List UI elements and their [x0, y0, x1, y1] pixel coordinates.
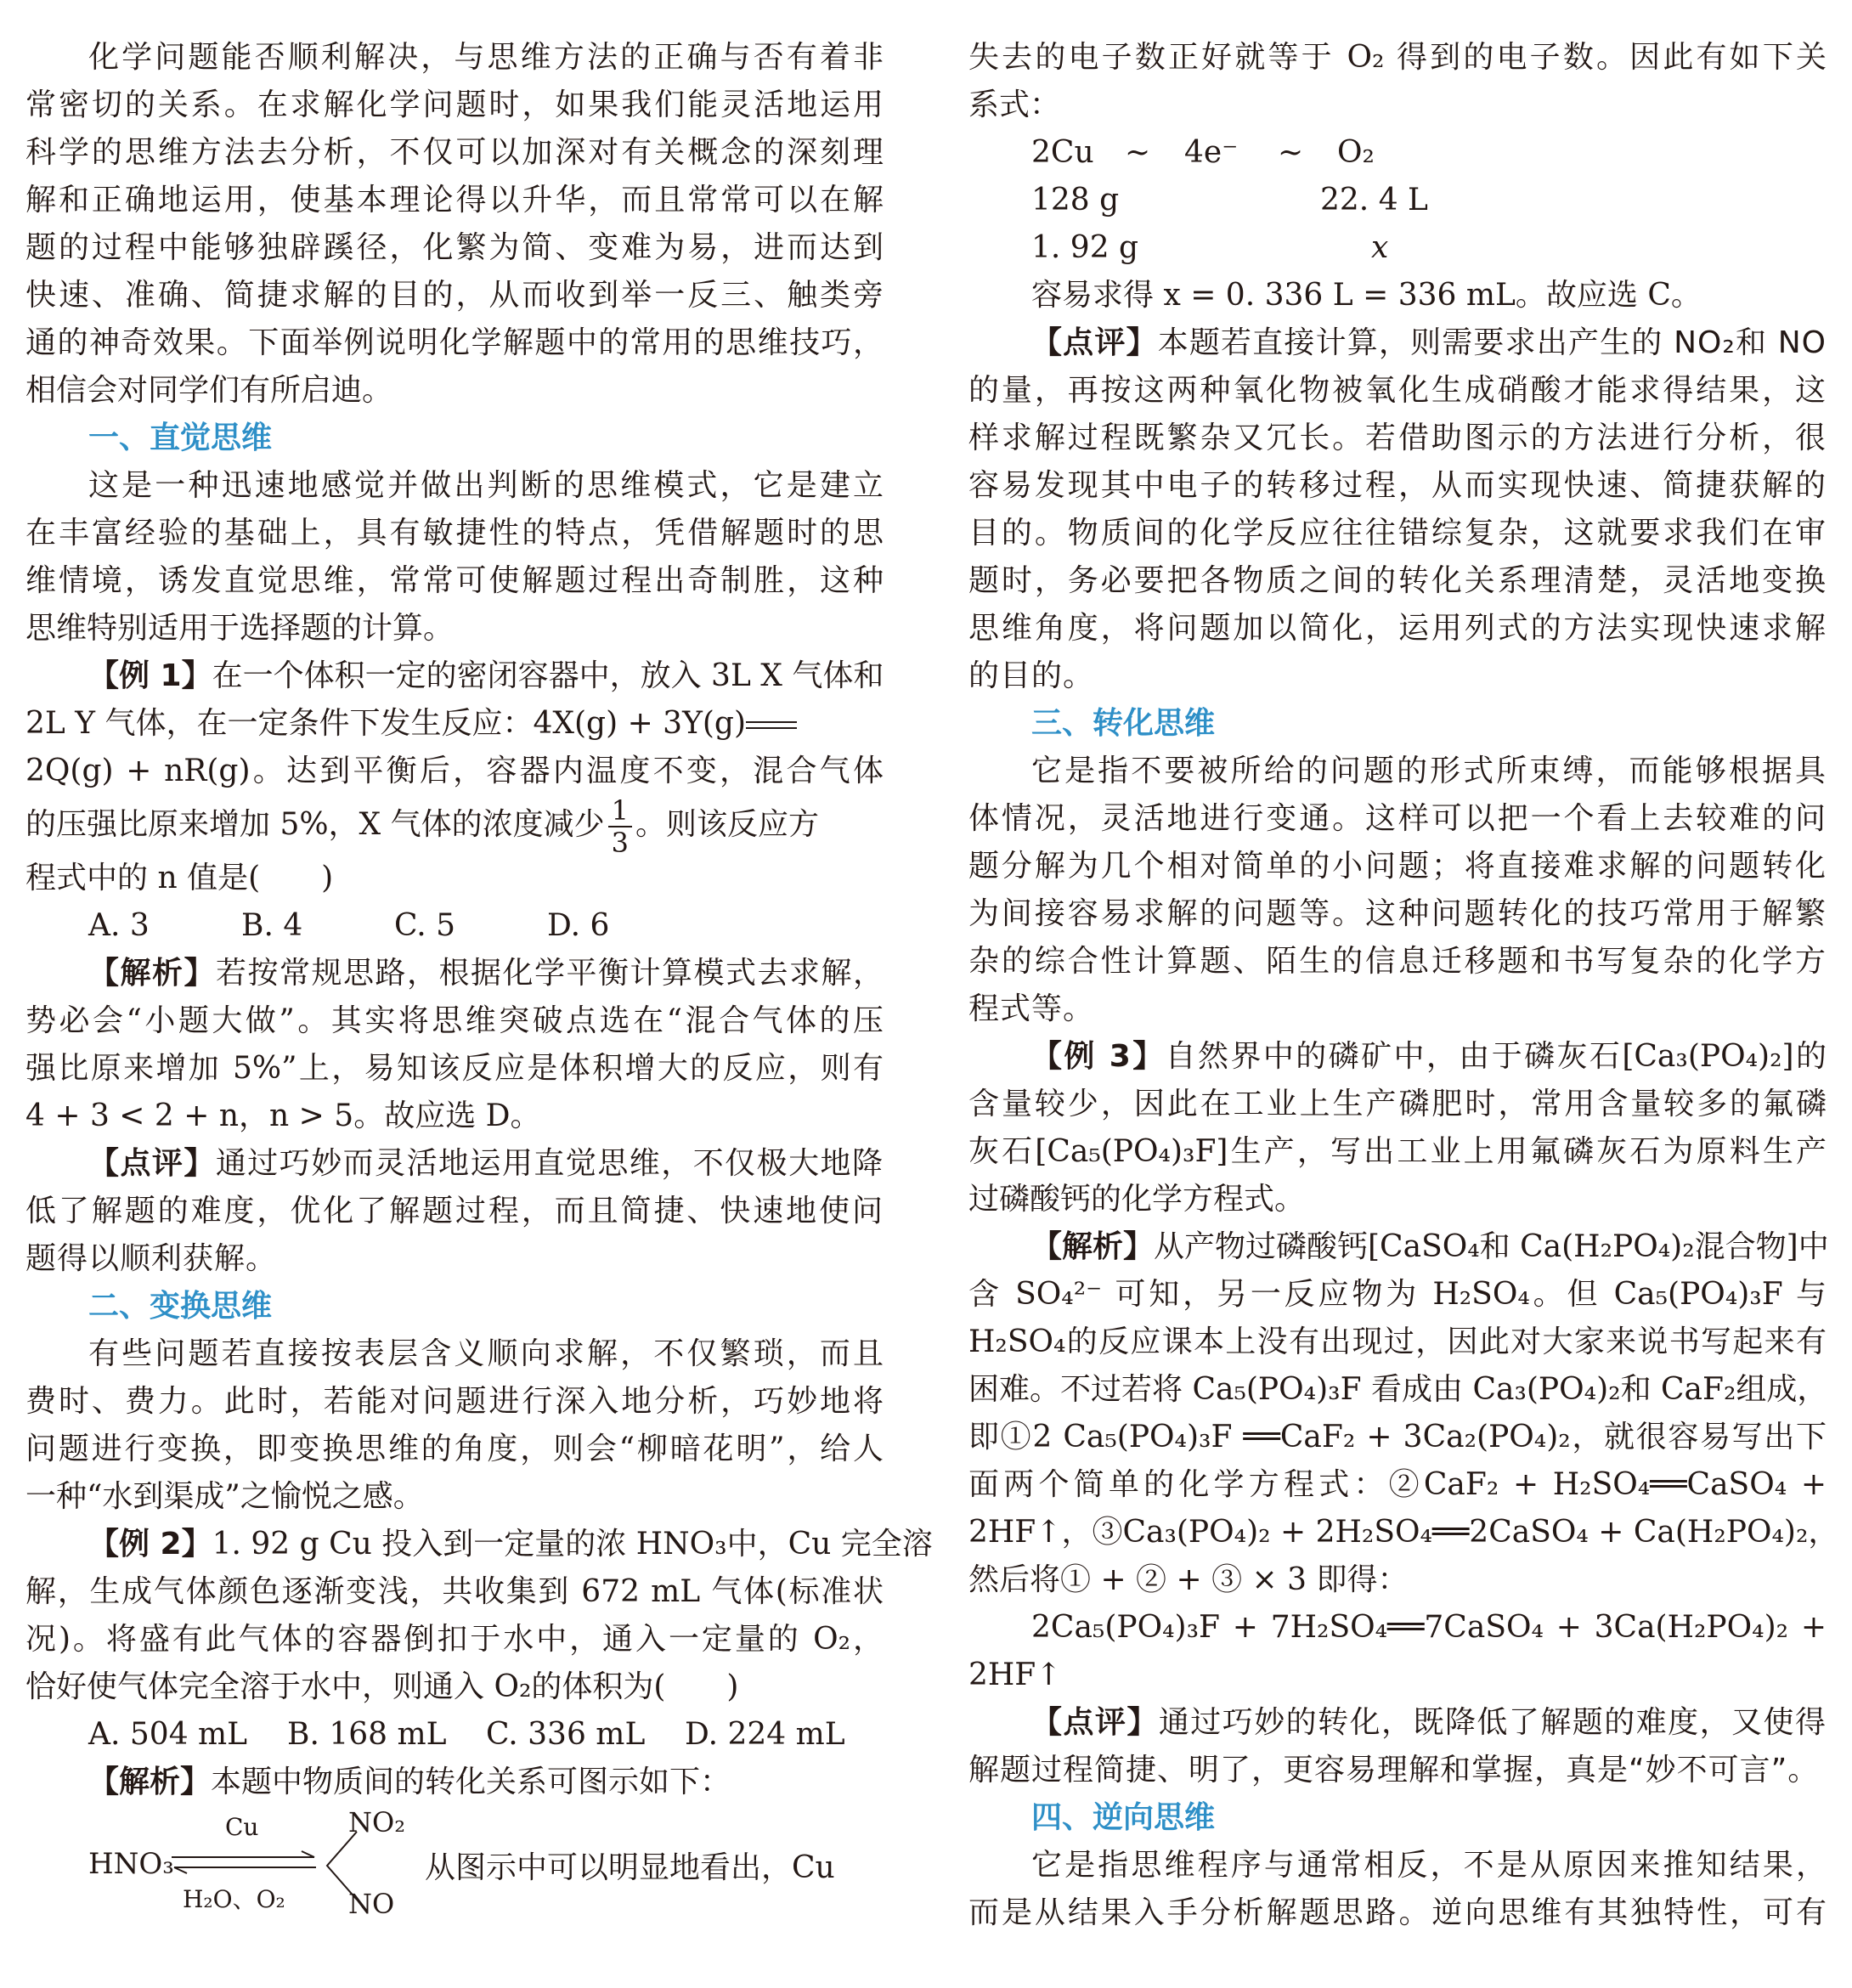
example1-options: [25, 902, 884, 950]
solution3-label: 【解析】: [1031, 1229, 1155, 1264]
comment1-label: 【点评】: [88, 1146, 216, 1181]
example1-line: 2L Y 气体，在一定条件下发生反应：4X(g) + 3Y(g): [25, 700, 884, 748]
option-a: A. 3: [88, 908, 150, 943]
section3-line: 杂的综合性计算题、陌生的信息迁移题和书写复杂的化学方: [968, 944, 1827, 979]
example1-line: 程式中的 n 值是( ): [25, 861, 334, 895]
comment1-line: 低了解题的难度，优化了解题过程，而且简捷、快速地使问: [25, 1194, 884, 1228]
comment2-line: 题时，务必要把各物质之间的转化关系理清楚，灵活地变换: [968, 563, 1827, 598]
solution3-line: 困难。不过若将 Ca₅(PO₄)₃F 看成由 Ca₃(PO₄)₂和 CaF₂组成，: [968, 1372, 1828, 1407]
diagram-top-label: Cu: [225, 1813, 259, 1841]
section4-line: 它是指思维程序与通常相反，不是从原因来推知结果，: [1031, 1848, 1827, 1883]
intro-line: 科学的思维方法去分析，不仅可以加深对有关概念的深刻理: [25, 135, 884, 170]
comment2-line: 容易发现其中电子的转移过程，从而实现快速、简捷获解的: [968, 468, 1827, 503]
section3-line: 题分解为几个相对简单的小问题；将直接难求解的问题转化: [968, 849, 1827, 884]
paragraph-line: 系式：: [968, 88, 1061, 122]
section1-line: 在丰富经验的基础上，具有敏捷性的特点，凭借解题时的思: [25, 516, 884, 551]
solution3-line: H₂SO₄的反应课本上没有出现过，因此对大家来说书写起来有: [968, 1324, 1827, 1359]
comment1-line: 【点评】通过巧妙而灵活地运用直觉思维，不仅极大地降: [88, 1146, 884, 1181]
diagram-reactant: HNO₃: [88, 1847, 174, 1881]
section1-line: 这是一种迅速地感觉并做出判断的思维模式，它是建立: [88, 468, 884, 503]
comment2-line: 思维角度，将问题加以简化，运用列式的方法实现快速求解: [968, 611, 1827, 646]
conversion-diagram: [25, 1806, 884, 1934]
example3-label: 【例 3】: [1031, 1039, 1166, 1074]
solution1-line: 【解析】若按常规思路，根据化学平衡计算模式去求解，: [88, 956, 884, 991]
example2-line: 解，生成气体颜色逐渐变浅，共收集到 672 mL 气体(标准状: [25, 1574, 884, 1609]
solution1-line: 4 + 3 < 2 + n，n > 5。故应选 D。: [25, 1098, 541, 1133]
section-heading-2: 二、变换思维: [88, 1289, 273, 1324]
option-b: B. 168 mL: [287, 1717, 447, 1752]
example3-line: 灰石[Ca₅(PO₄)₃F]生产，写出工业上用氟磷灰石为原料生产: [968, 1134, 1827, 1169]
example2-label: 【例 2】: [88, 1527, 212, 1562]
relation-row: 1. 92 g x: [1031, 230, 1389, 265]
solution3-line: 【解析】从产物过磷酸钙[CaSO₄和 Ca(H₂PO₄)₂混合物]中: [1031, 1229, 1829, 1264]
option-b: B. 4: [241, 908, 303, 943]
diagram-product-no2: NO₂: [348, 1806, 406, 1838]
solution3-line: 然后将① + ② + ③ × 3 即得：: [968, 1562, 1409, 1597]
solution3-equation: 2Ca₅(PO₄)₃F + 7H₂SO₄══7CaSO₄ + 3Ca(H₂PO₄)₂ +: [1031, 1610, 1827, 1645]
example2-options: [25, 1711, 884, 1759]
diagram-product-no: NO: [348, 1888, 395, 1920]
section4-line: 而是从结果入手分析解题思路。逆向思维有其独特性，可有: [968, 1895, 1827, 1930]
section3-line: 为间接容易求解的问题等。这种问题转化的技巧常用于解繁: [968, 896, 1827, 931]
example3-line: 含量较少，因此在工业上生产磷肥时，常用含量较多的氟磷: [968, 1087, 1827, 1121]
solution3-line: 2HF↑: [968, 1658, 1062, 1692]
option-d: D. 6: [547, 908, 610, 943]
right-column: [968, 34, 1839, 1937]
equilibrium-arrow-icon: [746, 720, 797, 731]
example2-line: 恰好使气体完全溶于水中，则通入 O₂的体积为( ): [25, 1669, 739, 1704]
example1-label: 【例 1】: [88, 658, 212, 693]
comment3-line: 解题过程简捷、明了，更容易理解和掌握，真是“妙不可言”。: [968, 1753, 1820, 1788]
comment2-line: 样求解过程既繁杂又冗长。若借助图示的方法进行分析，很: [968, 421, 1827, 455]
diagram-bottom-label: H₂O、O₂: [183, 1885, 285, 1913]
left-column: [25, 34, 933, 1934]
solution1-line: 势必会“小题大做”。其实将思维突破点选在“混合气体的压: [25, 1003, 884, 1038]
paragraph-line: 失去的电子数正好就等于 O₂ 得到的电子数。因此有如下关: [968, 40, 1827, 75]
option-c: C. 336 mL: [486, 1717, 646, 1752]
example1-line: 的压强比原来增加 5%，X 气体的浓度减少 $\frac{1}{3}$ 。则该反应方: [25, 794, 820, 859]
solution3-line: 即①2 Ca₅(PO₄)₃F ══CaF₂ + 3Ca₂(PO₄)₂，就很容易写出下: [968, 1420, 1827, 1454]
section3-line: 程式等。: [968, 991, 1095, 1026]
conversion-arrow-icon: [170, 1850, 319, 1876]
solution3-line: 面两个简单的化学方程式：②CaF₂ + H₂SO₄══CaSO₄ +: [968, 1467, 1827, 1502]
intro-line: 通的神奇效果。下面举例说明化学解题中的常用的思维技巧，: [25, 325, 884, 360]
intro-line: 相信会对同学们有所启迪。: [25, 373, 393, 408]
section-heading-4: 四、逆向思维: [1031, 1800, 1216, 1835]
section2-line: 问题进行变换，即变换思维的角度，则会“柳暗花明”，给人: [25, 1432, 884, 1466]
section-heading-1: 一、直觉思维: [88, 421, 273, 455]
solution2-line: 【解析】本题中物质间的转化关系可图示如下：: [88, 1765, 731, 1799]
intro-line: 解和正确地运用，使基本理论得以升华，而且常常可以在解: [25, 183, 884, 217]
solution1-label: 【解析】: [88, 956, 216, 991]
section3-line: 体情况，灵活地进行变通。这样可以把一个看上去较难的问: [968, 801, 1827, 836]
example3-line: 过磷酸钙的化学方程式。: [968, 1182, 1306, 1217]
section1-line: 维情境，诱发直觉思维，常常可使解题过程出奇制胜，这种: [25, 563, 884, 598]
section3-line: 它是指不要被所给的问题的形式所束缚，而能够根据具: [1031, 754, 1827, 788]
solution3-line: 含 SO₄²⁻ 可知，另一反应物为 H₂SO₄。但 Ca₅(PO₄)₃F 与: [968, 1277, 1827, 1312]
comment3-label: 【点评】: [1031, 1705, 1159, 1740]
section1-line: 思维特别适用于选择题的计算。: [25, 611, 455, 646]
example2-line: 况)。将盛有此气体的容器倒扣于水中，通入一定量的 O₂，: [25, 1622, 884, 1657]
section-heading-3: 三、转化思维: [1031, 706, 1216, 741]
example1-line: 2Q(g) + nR(g)。达到平衡后，容器内温度不变，混合气体: [25, 754, 884, 788]
comment3-line: 【点评】通过巧妙的转化，既降低了解题的难度，又使得: [1031, 1705, 1827, 1740]
comment1-line: 题得以顺利获解。: [25, 1241, 278, 1276]
option-a: A. 504 mL: [88, 1717, 248, 1752]
comment2-label: 【点评】: [1031, 325, 1158, 360]
relation-row: 2Cu ~ 4e⁻ ~ O₂: [1031, 135, 1375, 170]
intro-line: 常密切的关系。在求解化学问题时，如果我们能灵活地运用: [25, 88, 884, 122]
solution3-line: 2HF↑，③Ca₃(PO₄)₂ + 2H₂SO₄══2CaSO₄ + Ca(H₂PO₄)₂，: [968, 1515, 1839, 1550]
relation-row: 128 g 22. 4 L: [1031, 183, 1428, 217]
example1-line: 【例 1】在一个体积一定的密闭容器中，放入 3L X 气体和: [88, 658, 884, 693]
comment2-line: 的目的。: [968, 658, 1095, 693]
comment2-line: 目的。物质间的化学反应往往错综复杂，这就要求我们在审: [968, 516, 1827, 551]
solution2-label: 【解析】: [88, 1765, 212, 1799]
intro-line: 题的过程中能够独辟蹊径，化繁为简、变难为易，进而达到: [25, 230, 884, 265]
fraction: $\frac{1}{3}$: [608, 797, 632, 856]
result-line: 容易求得 x = 0. 336 L = 336 mL。故应选 C。: [1031, 278, 1702, 313]
section2-line: 一种“水到渠成”之愉悦之感。: [25, 1479, 424, 1514]
solution1-line: 强比原来增加 5%”上，易知该反应是体积增大的反应，则有: [25, 1051, 884, 1086]
option-d: D. 224 mL: [685, 1717, 845, 1752]
section2-line: 有些问题若直接按表层含义顺向求解，不仅繁琐，而且: [88, 1336, 884, 1371]
option-c: C. 5: [394, 908, 456, 943]
example3-line: 【例 3】自然界中的磷矿中，由于磷灰石[Ca₃(PO₄)₂]的: [1031, 1039, 1827, 1074]
section2-line: 费时、费力。此时，若能对问题进行深入地分析，巧妙地将: [25, 1384, 884, 1419]
example2-line: 【例 2】1. 92 g Cu 投入到一定量的浓 HNO₃中，Cu 完全溶: [88, 1527, 933, 1562]
diagram-description: 从图示中可以明显地看出，Cu: [425, 1850, 835, 1885]
intro-line: 化学问题能否顺利解决，与思维方法的正确与否有着非: [88, 40, 884, 75]
comment2-line: 【点评】本题若直接计算，则需要求出产生的 NO₂和 NO: [1031, 325, 1827, 360]
intro-line: 快速、准确、简捷求解的目的，从而收到举一反三、触类旁: [25, 278, 884, 313]
comment2-line: 的量，再按这两种氧化物被氧化生成硝酸才能求得结果，这: [968, 373, 1827, 408]
